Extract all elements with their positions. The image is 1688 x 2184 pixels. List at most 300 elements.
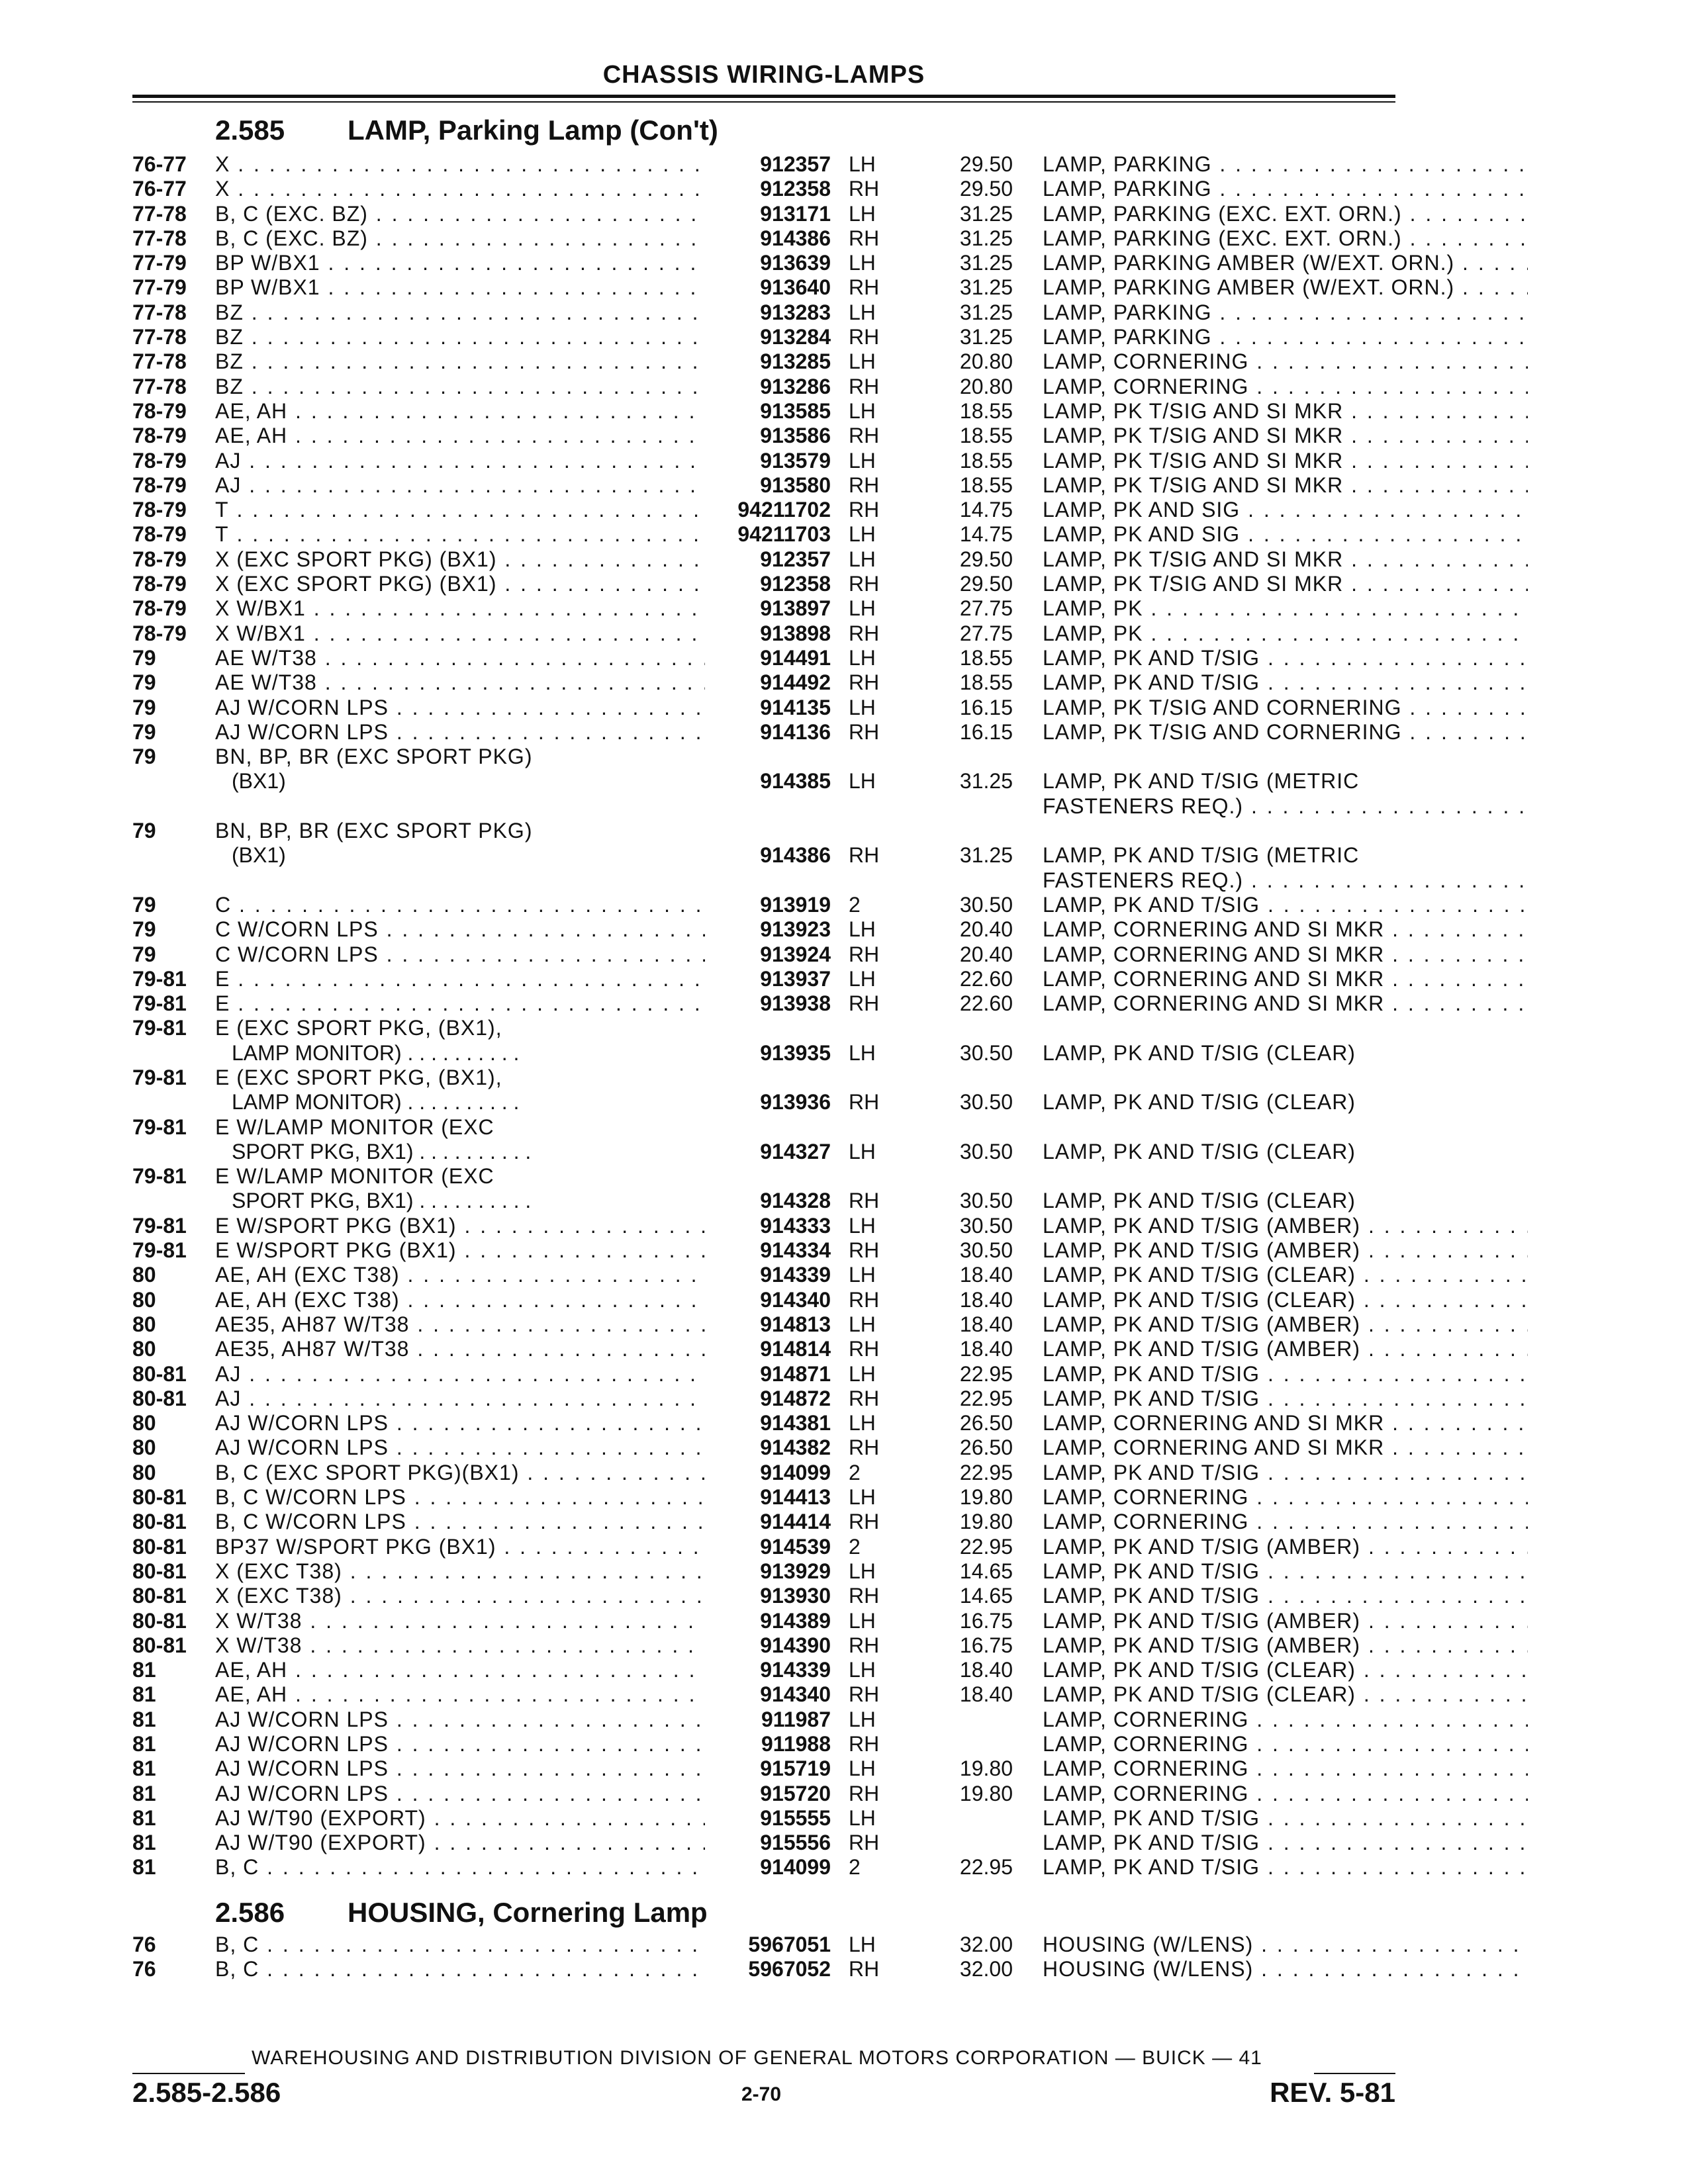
description-text: LAMP, PK AND T/SIG . . . [1043, 1362, 1528, 1387]
part-number-cell: 5967051 [748, 1933, 831, 1956]
part-number-cell: 914339 [760, 1263, 831, 1287]
table-row [132, 349, 1395, 374]
model-cell [215, 696, 705, 720]
part-number-cell: 5967052 [748, 1957, 831, 1981]
table-row [132, 745, 1395, 794]
table-row [132, 473, 1395, 498]
model-cell [215, 917, 705, 942]
description-text: LAMP, PK AND T/SIG (AMBER) . . . [1043, 1214, 1528, 1238]
model-cell [215, 1362, 705, 1387]
side-cell: LH [849, 300, 876, 324]
year-cell: 81 [132, 1682, 156, 1707]
part-number-cell: 913935 [760, 1040, 831, 1065]
description-cell [1043, 893, 1528, 917]
year-cell: 77-78 [132, 374, 187, 398]
footer-rule-left [132, 2073, 245, 2074]
year-cell: 79-81 [132, 1115, 187, 1139]
description-text: LAMP, PK AND T/SIG (AMBER) . . . [1043, 1238, 1528, 1263]
price-cell: 31.25 [959, 251, 1013, 275]
year-cell: 80-81 [132, 1559, 187, 1583]
price-cell: 16.75 [959, 1608, 1013, 1633]
part-number-cell: 94211702 [737, 498, 831, 522]
model-text: B, C W/CORN LPS . . . [215, 1485, 705, 1510]
description-text: LAMP, PK AND T/SIG (CLEAR) . . . [1043, 1263, 1528, 1287]
description-cell [1043, 1682, 1528, 1707]
model-cell [215, 1559, 705, 1584]
year-cell: 79-81 [132, 1065, 187, 1089]
year-cell: 81 [132, 1658, 156, 1682]
model-cell [215, 1435, 705, 1460]
model-text: AJ W/CORN LPS . . . [215, 1435, 705, 1460]
year-cell: 81 [132, 1732, 156, 1756]
year-cell: 77-78 [132, 349, 187, 374]
description-text: LAMP, CORNERING AND SI MKR . . . [1043, 991, 1528, 1016]
description-cell [1043, 1041, 1528, 1066]
description-cell [1043, 1510, 1528, 1534]
model-text-continued: LAMP MONITOR) . . . . . . . . . . [232, 1040, 520, 1065]
description-cell [1043, 769, 1528, 794]
footer-section-range: 2.585-2.586 [132, 2077, 281, 2108]
description-text: LAMP, PK T/SIG AND SI MKR . . . [1043, 424, 1528, 448]
model-text: E W/SPORT PKG (BX1) . . . [215, 1238, 705, 1263]
model-cell [215, 1957, 705, 1981]
description-cell [1043, 1288, 1528, 1312]
price-cell: 32.00 [959, 1957, 1013, 1981]
table-row [132, 399, 1395, 424]
model-text: AE W/T38 . . . [215, 646, 705, 670]
part-number-cell: 912358 [760, 572, 831, 596]
model-text: C W/CORN LPS . . . [215, 942, 705, 967]
part-number-cell: 913639 [760, 251, 831, 275]
model-cell [215, 745, 705, 769]
footer-page-number: 2-70 [741, 2083, 782, 2105]
description-cell [1043, 1957, 1528, 1981]
model-cell [215, 226, 705, 251]
side-cell: RH [849, 1337, 880, 1361]
price-cell: 31.25 [959, 201, 1013, 226]
model-cell [215, 991, 705, 1016]
model-cell [215, 275, 705, 300]
table-row [132, 1263, 1395, 1287]
description-text: LAMP, PK AND T/SIG (AMBER) . . . [1043, 1633, 1528, 1658]
side-cell: LH [849, 695, 876, 719]
description-cell [1043, 498, 1528, 522]
year-cell: 79-81 [132, 991, 187, 1016]
side-cell: RH [849, 473, 880, 497]
part-number-cell: 914491 [760, 645, 831, 670]
description-text: LAMP, PK AND T/SIG (AMBER) . . . [1043, 1312, 1528, 1337]
table-row [132, 1933, 1395, 1957]
side-cell: RH [849, 621, 880, 645]
price-cell: 31.25 [959, 325, 1013, 349]
table-row [132, 572, 1395, 596]
price-cell: 31.25 [959, 275, 1013, 300]
price-cell: 19.80 [959, 1781, 1013, 1805]
table-row [132, 1312, 1395, 1337]
year-cell: 80 [132, 1287, 156, 1312]
model-text: AJ W/T90 (EXPORT) . . . [215, 1831, 705, 1855]
table-row [132, 1115, 1395, 1165]
model-text-continued: SPORT PKG, BX1) . . . . . . . . . . [232, 1139, 532, 1163]
model-text: E (EXC SPORT PKG, (BX1), [215, 1065, 502, 1089]
price-cell: 30.50 [959, 1238, 1013, 1263]
description-cell [1043, 696, 1528, 720]
description-text: LAMP, PK AND SIG . . . [1043, 498, 1528, 522]
part-number-cell: 913586 [760, 424, 831, 448]
side-cell: LH [849, 398, 876, 423]
section-title: HOUSING, Cornering Lamp [348, 1897, 708, 1928]
model-text: X . . . [215, 152, 705, 177]
part-number-cell: 914413 [760, 1485, 831, 1510]
description-text: LAMP, PARKING . . . [1043, 300, 1528, 325]
part-number-cell: 913938 [760, 991, 831, 1016]
side-cell: 2 [849, 1855, 861, 1880]
year-cell: 80 [132, 1312, 156, 1336]
part-number-cell: 914814 [760, 1337, 831, 1361]
model-cell [215, 1855, 705, 1880]
part-number-cell: 913585 [760, 398, 831, 423]
price-cell: 29.50 [959, 177, 1013, 201]
year-cell: 79 [132, 695, 156, 719]
side-cell: RH [849, 424, 880, 448]
side-cell: LH [849, 1263, 876, 1287]
model-cell [215, 202, 705, 226]
year-cell: 79 [132, 745, 156, 769]
model-text: B, C . . . [215, 1957, 705, 1981]
side-cell: LH [849, 1139, 876, 1163]
part-number-cell: 914099 [760, 1460, 831, 1484]
part-number-cell: 913919 [760, 892, 831, 917]
description-cell [1043, 1609, 1528, 1633]
side-cell: RH [849, 226, 880, 250]
model-text: B, C . . . [215, 1933, 705, 1957]
side-cell: RH [849, 572, 880, 596]
description-text: LAMP, PK AND T/SIG (CLEAR) [1043, 1139, 1356, 1163]
header-rule-thin [132, 101, 1395, 103]
model-text: AJ W/T90 (EXPORT) . . . [215, 1806, 705, 1831]
description-text: LAMP, PARKING (EXC. EXT. ORN.) . . . [1043, 226, 1528, 251]
table-row [132, 1957, 1395, 1981]
part-number-cell: 914136 [760, 719, 831, 744]
part-number-cell: 914339 [760, 1658, 831, 1682]
part-number-cell: 914340 [760, 1682, 831, 1707]
model-cell [215, 1707, 705, 1732]
side-cell: LH [849, 152, 876, 176]
description-text: LAMP, PK AND T/SIG . . . [1043, 893, 1528, 917]
model-text: E . . . [215, 967, 705, 991]
model-text: AJ W/CORN LPS . . . [215, 696, 705, 720]
description-text: LAMP, CORNERING . . . [1043, 1782, 1528, 1806]
description-text: LAMP, CORNERING AND SI MKR . . . [1043, 1435, 1528, 1460]
model-cell [215, 1609, 705, 1633]
price-cell: 18.40 [959, 1337, 1013, 1361]
description-text: LAMP, PARKING AMBER (W/EXT. ORN.) . . . [1043, 275, 1528, 300]
page-title: CHASSIS WIRING-LAMPS [602, 61, 925, 89]
model-cell [215, 1658, 705, 1682]
part-number-cell: 913937 [760, 966, 831, 991]
part-number-cell: 914813 [760, 1312, 831, 1336]
side-cell: RH [849, 275, 880, 300]
side-cell: LH [849, 1559, 876, 1583]
description-cell [1043, 1189, 1528, 1213]
part-number-cell: 913284 [760, 325, 831, 349]
model-cell [215, 1238, 705, 1263]
model-text: X (EXC T38) . . . [215, 1584, 705, 1608]
table-row [132, 275, 1455, 300]
price-cell: 18.40 [959, 1658, 1013, 1682]
model-text: X W/BX1 . . . [215, 596, 705, 621]
model-text: BN, BP, BR (EXC SPORT PKG) [215, 819, 533, 843]
year-cell: 78-79 [132, 398, 187, 423]
side-cell: RH [849, 1957, 880, 1981]
side-cell: 2 [849, 892, 861, 917]
model-cell [215, 1831, 705, 1855]
part-number-cell: 914872 [760, 1386, 831, 1410]
description-cell [1043, 473, 1528, 498]
model-text: B, C . . . [215, 1855, 705, 1880]
model-cell [215, 1633, 705, 1658]
year-cell: 79 [132, 892, 156, 917]
model-cell [215, 1016, 705, 1040]
part-number-cell: 914386 [760, 226, 831, 250]
table-row [132, 670, 1395, 695]
description-text-continued: FASTENERS REQ.) . . . [1043, 868, 1528, 893]
model-cell [215, 1337, 705, 1361]
parts-list-2585 [132, 152, 1455, 1880]
description-text: LAMP, PK AND T/SIG (METRIC [1043, 769, 1360, 794]
model-cell [215, 1933, 705, 1957]
model-text: AJ W/CORN LPS . . . [215, 1782, 705, 1806]
description-cell [1043, 1806, 1528, 1831]
description-text: LAMP, PARKING . . . [1043, 152, 1528, 177]
description-cell [1043, 1732, 1528, 1756]
model-text: AJ W/CORN LPS . . . [215, 720, 705, 745]
section-number: 2.586 [215, 1897, 285, 1928]
model-cell [215, 720, 705, 745]
description-text: LAMP, CORNERING . . . [1043, 1485, 1528, 1510]
description-cell [1043, 621, 1528, 646]
description-cell [1043, 177, 1528, 201]
price-cell: 19.80 [959, 1756, 1013, 1781]
model-cell [215, 424, 705, 448]
table-row [132, 942, 1395, 967]
model-text: AE, AH . . . [215, 1658, 705, 1682]
year-cell: 76 [132, 1957, 156, 1981]
description-cell [1043, 547, 1528, 572]
year-cell: 79 [132, 942, 156, 966]
part-number-cell: 912357 [760, 152, 831, 176]
description-text: LAMP, PK . . . [1043, 621, 1528, 646]
model-cell [215, 967, 705, 991]
description-cell [1043, 1461, 1528, 1485]
description-text: LAMP, PK AND T/SIG . . . [1043, 1855, 1528, 1880]
model-text: X W/T38 . . . [215, 1609, 705, 1633]
price-cell: 30.50 [959, 1090, 1013, 1115]
price-cell: 29.50 [959, 547, 1013, 571]
model-text-continued: LAMP MONITOR) . . . . . . . . . . [232, 1090, 520, 1115]
description-cell [1043, 152, 1528, 177]
year-cell: 81 [132, 1805, 156, 1830]
table-row [132, 1164, 1395, 1214]
description-cell [1043, 1559, 1528, 1584]
year-cell: 80 [132, 1460, 156, 1484]
side-cell: LH [849, 1312, 876, 1336]
table-row [132, 1362, 1395, 1387]
description-cell [1043, 325, 1528, 349]
model-cell [215, 572, 705, 596]
model-text: E . . . [215, 991, 705, 1016]
part-number-cell: 914389 [760, 1608, 831, 1633]
model-text: AJ . . . [215, 1387, 705, 1411]
table-row [132, 621, 1395, 646]
price-cell: 30.50 [959, 1189, 1013, 1213]
side-cell: LH [849, 1213, 876, 1238]
part-number-cell: 913171 [760, 201, 831, 226]
table-row [132, 1831, 1395, 1855]
part-number-cell: 913897 [760, 596, 831, 621]
model-text: AJ W/CORN LPS . . . [215, 1756, 705, 1781]
description-text: LAMP, PK AND T/SIG . . . [1043, 1806, 1528, 1831]
model-text: X (EXC SPORT PKG) (BX1) . . . [215, 547, 705, 572]
price-cell: 14.75 [959, 522, 1013, 547]
part-number-cell: 913898 [760, 621, 831, 645]
part-number-cell: 914327 [760, 1139, 831, 1163]
description-cell [1043, 1756, 1528, 1781]
table-row [132, 1707, 1395, 1732]
table-row [132, 893, 1395, 917]
model-text: E W/LAMP MONITOR (EXC [215, 1164, 494, 1189]
side-cell: RH [849, 1781, 880, 1805]
model-cell [215, 1461, 705, 1485]
description-cell [1043, 226, 1528, 251]
side-cell: RH [849, 991, 880, 1016]
model-cell [215, 251, 705, 275]
description-text: LAMP, PK AND T/SIG . . . [1043, 1461, 1528, 1485]
part-number-cell: 914328 [760, 1189, 831, 1213]
model-cell [215, 152, 705, 177]
side-cell: LH [849, 1658, 876, 1682]
year-cell: 80-81 [132, 1386, 187, 1410]
description-cell [1043, 1337, 1528, 1361]
part-number-cell: 912357 [760, 547, 831, 571]
description-cell [1043, 1263, 1528, 1287]
part-number-cell: 913923 [760, 917, 831, 942]
model-text: BP W/BX1 . . . [215, 275, 705, 300]
description-text: LAMP, PK AND T/SIG . . . [1043, 1559, 1528, 1584]
price-cell: 20.80 [959, 374, 1013, 398]
price-cell: 18.40 [959, 1312, 1013, 1336]
model-cell [215, 375, 705, 399]
header-rule [132, 95, 1395, 98]
table-row [132, 1756, 1395, 1781]
description-text: HOUSING (W/LENS) . . . [1043, 1957, 1528, 1981]
year-cell: 78-79 [132, 547, 187, 571]
side-cell: RH [849, 1732, 880, 1756]
part-number-cell: 913579 [760, 448, 831, 473]
table-row [132, 1461, 1395, 1485]
side-cell: RH [849, 1831, 880, 1855]
price-cell: 27.75 [959, 621, 1013, 645]
model-text: BZ . . . [215, 300, 705, 325]
part-number-cell: 911987 [761, 1707, 831, 1731]
price-cell: 29.50 [959, 152, 1013, 176]
table-row [132, 226, 1402, 251]
description-text: LAMP, CORNERING AND SI MKR . . . [1043, 942, 1528, 967]
table-row [132, 1609, 1395, 1633]
side-cell: LH [849, 349, 876, 374]
description-text: LAMP, CORNERING . . . [1043, 375, 1528, 399]
price-cell: 18.55 [959, 645, 1013, 670]
side-cell: RH [849, 1633, 880, 1657]
model-text-continued: SPORT PKG, BX1) . . . . . . . . . . [232, 1189, 532, 1213]
description-cell [1043, 399, 1528, 424]
model-text: E W/LAMP MONITOR (EXC [215, 1115, 494, 1139]
description-text: LAMP, PK T/SIG AND CORNERING . . . [1043, 696, 1528, 720]
description-text-continued: FASTENERS REQ.) . . . [1043, 794, 1528, 819]
price-cell: 27.75 [959, 596, 1013, 621]
price-cell: 16.15 [959, 695, 1013, 719]
side-cell: RH [849, 325, 880, 349]
table-row [132, 695, 1402, 720]
side-cell: RH [849, 1287, 880, 1312]
model-cell [215, 670, 705, 695]
year-cell: 78-79 [132, 448, 187, 473]
table-row [132, 152, 1395, 177]
year-cell: 76-77 [132, 177, 187, 201]
model-text: AE W/T38 . . . [215, 670, 705, 695]
description-text: LAMP, PK AND T/SIG . . . [1043, 670, 1528, 695]
model-cell [215, 1584, 705, 1608]
description-cell [1043, 300, 1528, 325]
side-cell: RH [849, 1090, 880, 1115]
part-number-cell: 913580 [760, 473, 831, 497]
table-row [132, 596, 1395, 621]
model-cell [215, 1312, 705, 1337]
model-text: X W/T38 . . . [215, 1633, 705, 1658]
model-cell [215, 1535, 705, 1559]
description-cell [1043, 1387, 1528, 1411]
price-cell: 14.65 [959, 1584, 1013, 1608]
table-row [132, 375, 1395, 399]
price-cell: 20.80 [959, 349, 1013, 374]
footer-rule-right [1314, 2073, 1395, 2074]
description-cell [1043, 1090, 1528, 1115]
table-row [132, 1732, 1395, 1756]
year-cell: 81 [132, 1756, 156, 1781]
model-text: BZ . . . [215, 349, 705, 374]
model-cell [215, 1782, 705, 1806]
model-text: AJ . . . [215, 449, 705, 473]
description-text: LAMP, PK AND T/SIG . . . [1043, 646, 1528, 670]
part-number-cell: 915719 [760, 1756, 831, 1781]
part-number-cell: 914099 [760, 1855, 831, 1880]
part-number-cell: 914492 [760, 670, 831, 695]
model-cell [215, 1066, 705, 1090]
price-cell: 19.80 [959, 1510, 1013, 1534]
description-cell [1043, 349, 1528, 374]
year-cell: 79-81 [132, 1238, 187, 1263]
year-cell: 76-77 [132, 152, 187, 176]
price-cell: 18.55 [959, 398, 1013, 423]
model-cell [215, 547, 705, 572]
year-cell: 77-78 [132, 300, 187, 324]
side-cell: 2 [849, 1534, 861, 1559]
table-row [132, 251, 1455, 275]
model-text: AE, AH (EXC T38) . . . [215, 1288, 705, 1312]
description-cell [1043, 1831, 1528, 1855]
part-number-cell: 914340 [760, 1287, 831, 1312]
part-number-cell: 913283 [760, 300, 831, 324]
